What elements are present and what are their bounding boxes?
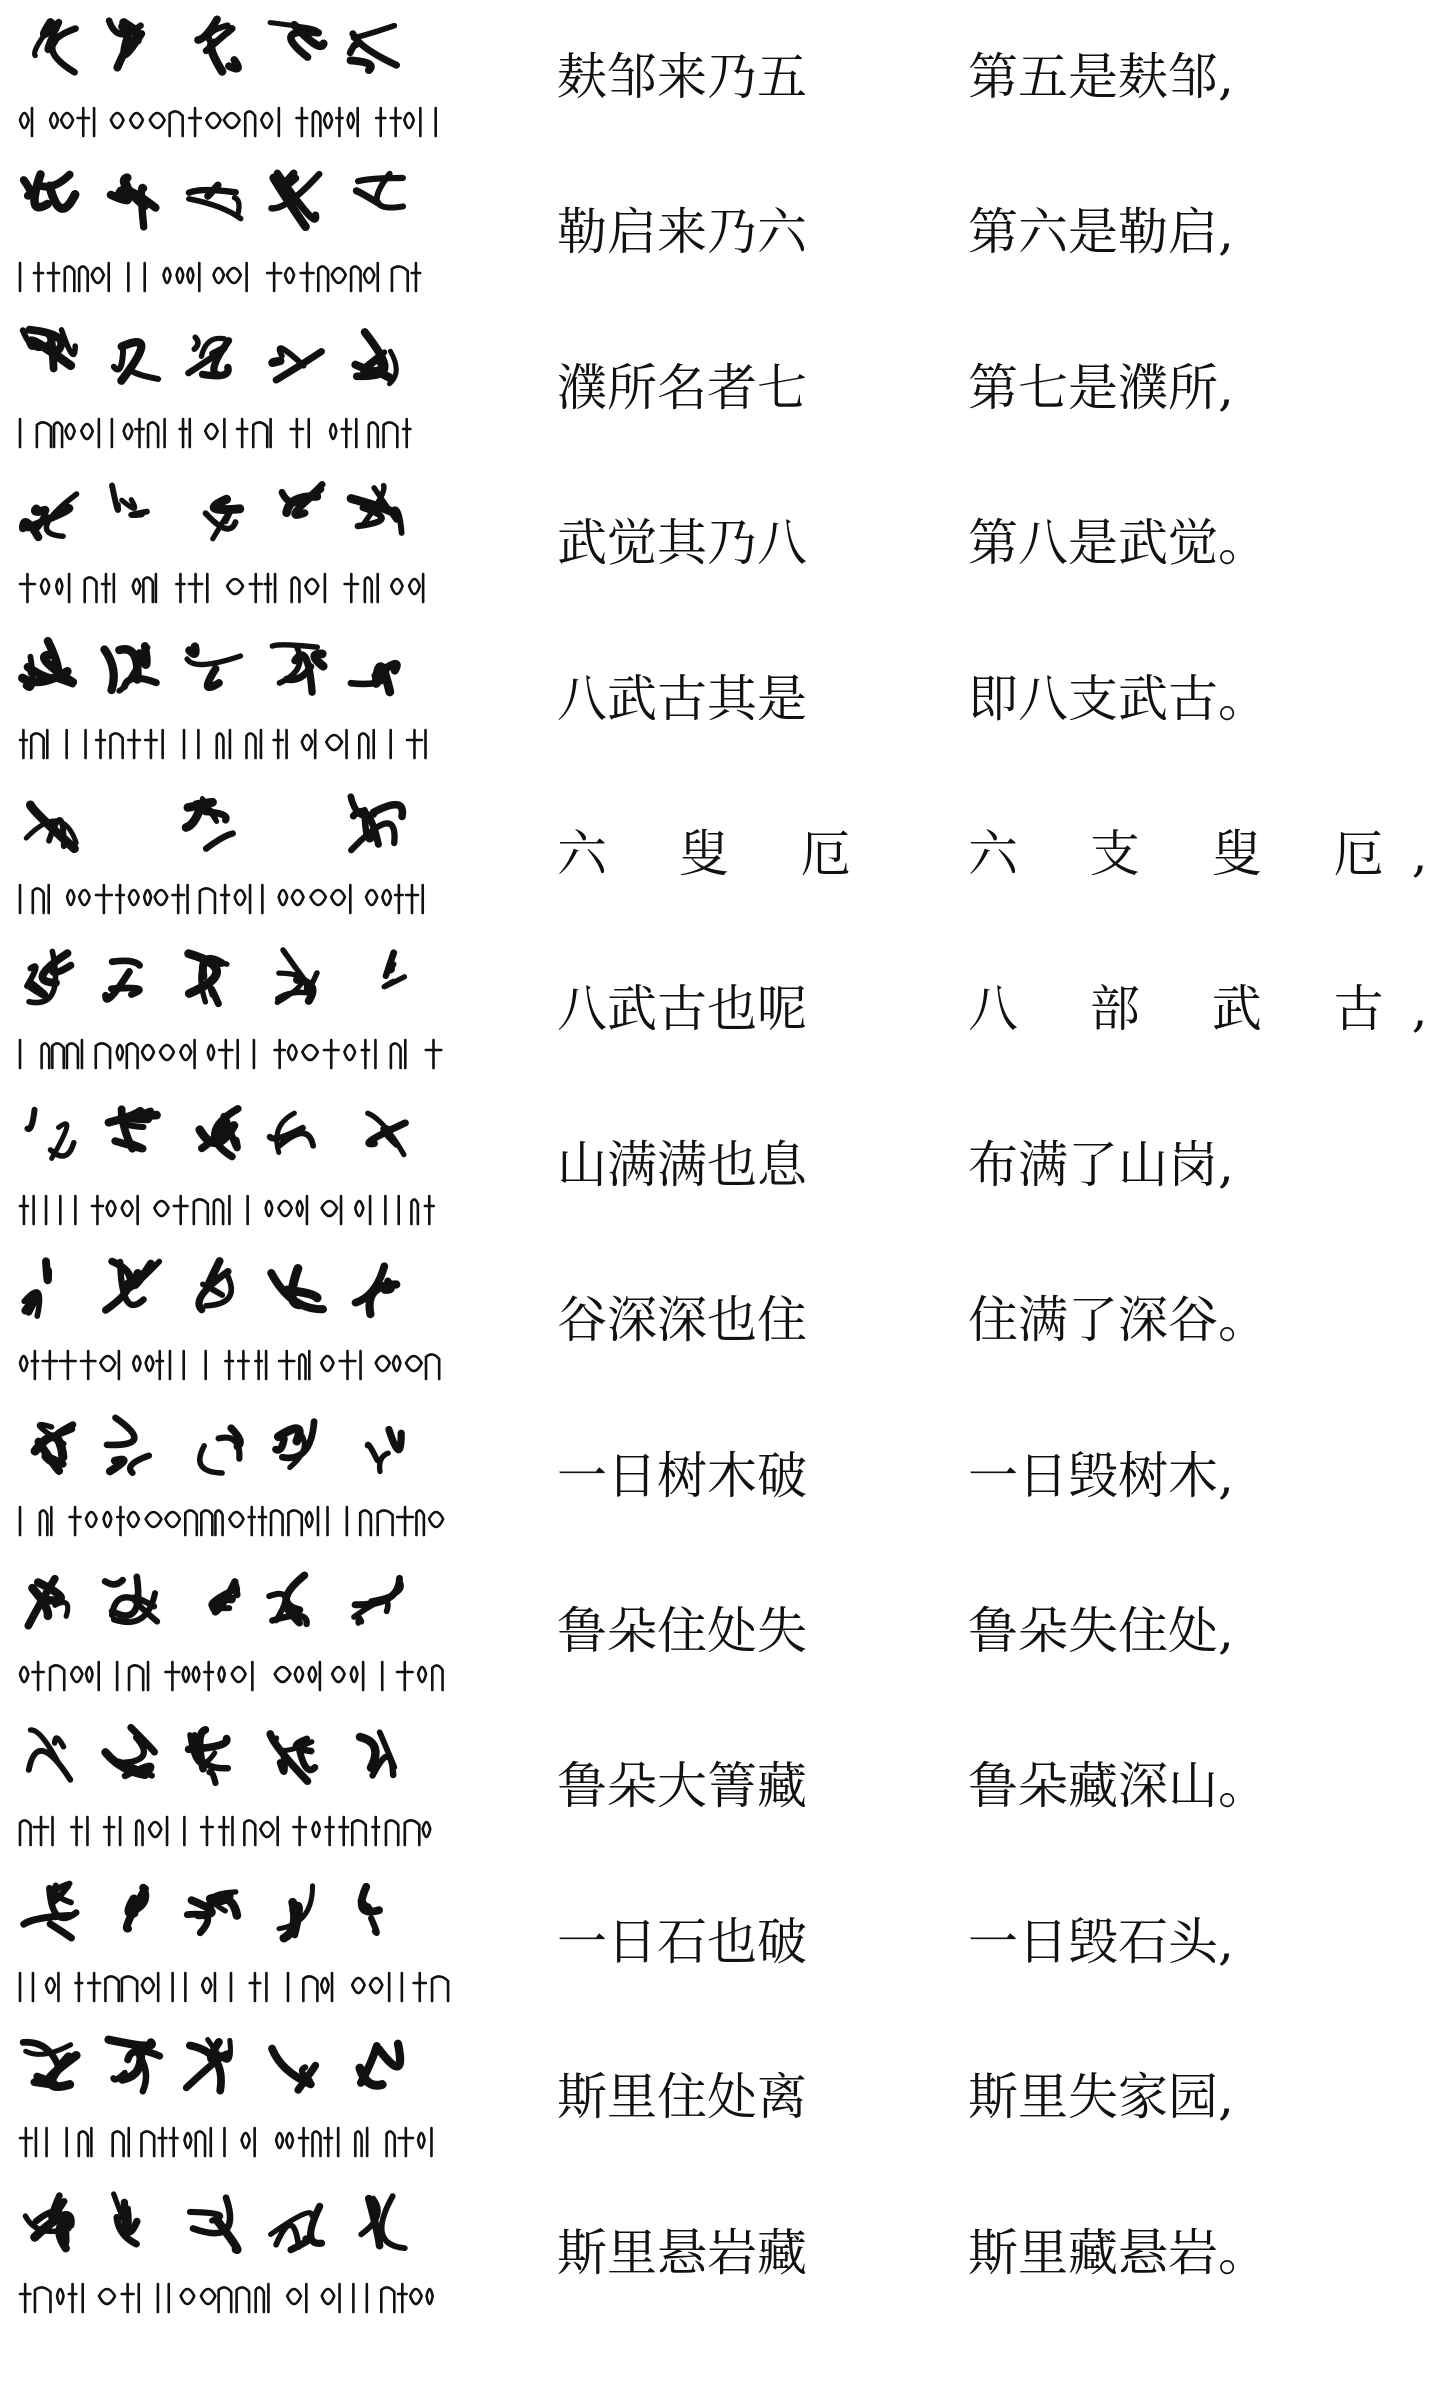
yi-glyph <box>16 944 88 1016</box>
verse-row-7 <box>0 934 1456 1094</box>
verse-row-12 <box>0 1711 1385 1871</box>
yi-glyph-line <box>16 783 446 867</box>
yi-glyph <box>344 789 416 861</box>
yi-glyph-line <box>16 161 446 245</box>
yi-glyph <box>16 1411 88 1483</box>
yi-glyph <box>344 478 416 550</box>
yi-glyph <box>262 1566 334 1638</box>
yi-glyph-line <box>16 317 446 401</box>
yi-glyph <box>262 2188 334 2260</box>
yi-glyph <box>16 634 88 706</box>
yi-script-column <box>16 1405 446 1555</box>
yi-glyph <box>344 1721 416 1793</box>
yi-glyph <box>180 789 252 861</box>
free-translation: 鲁朵藏深山。 <box>968 1757 1268 1816</box>
yi-glyph-line <box>16 1094 446 1178</box>
verse-row-4 <box>0 468 1385 628</box>
yi-glyph <box>98 2188 170 2260</box>
free-translation: 第八是武觉。 <box>968 514 1268 573</box>
yi-glyph <box>344 1255 416 1327</box>
yi-script-column <box>16 783 446 933</box>
literal-translation: 鲁朵住处失 <box>557 1602 807 1660</box>
yi-script-column <box>16 1560 446 1710</box>
yi-glyph <box>180 1877 252 1949</box>
phonetic-transcription-line <box>16 1186 446 1230</box>
yi-glyph <box>262 1255 334 1327</box>
yi-glyph <box>180 1411 252 1483</box>
yi-glyph <box>180 1255 252 1327</box>
yi-script-column <box>16 472 446 622</box>
yi-script-column <box>16 1715 446 1865</box>
free-translation: 住满了深谷。 <box>968 1291 1268 1350</box>
verse-row-3 <box>0 313 1385 473</box>
yi-glyph-line <box>16 628 446 712</box>
yi-glyph <box>16 1566 88 1638</box>
yi-script-column <box>16 161 446 311</box>
yi-glyph <box>16 1100 88 1172</box>
literal-translation: 山满满也息 <box>557 1135 807 1194</box>
phonetic-transcription-line <box>16 1807 446 1851</box>
literal-translation: 濮所名者七 <box>557 358 807 417</box>
yi-glyph <box>16 1721 88 1793</box>
yi-glyph <box>344 634 416 706</box>
yi-glyph-line <box>16 1715 446 1799</box>
literal-translation: 六 叟 厄 <box>557 825 879 883</box>
phonetic-transcription-line <box>16 2274 446 2318</box>
yi-script-column <box>16 1249 446 1399</box>
yi-glyph <box>98 167 170 239</box>
literal-translation: 斯里悬岩藏 <box>557 2223 807 2282</box>
literal-translation: 斯里住处离 <box>557 2068 807 2127</box>
yi-glyph-line <box>16 1871 446 1955</box>
yi-glyph-line <box>16 472 446 556</box>
yi-glyph <box>262 634 334 706</box>
yi-glyph <box>98 1411 170 1483</box>
yi-glyph <box>180 634 252 706</box>
yi-glyph <box>344 1100 416 1172</box>
literal-translation: 一日树木破 <box>557 1446 807 1505</box>
phonetic-transcription-line <box>16 1030 446 1074</box>
yi-glyph <box>98 2032 170 2104</box>
phonetic-transcription-line <box>16 1652 446 1696</box>
literal-translation: 谷深深也住 <box>557 1291 807 1350</box>
yi-glyph <box>344 1566 416 1638</box>
yi-glyph-line <box>16 1405 446 1489</box>
verse-row-8 <box>0 1090 1385 1250</box>
yi-glyph <box>262 1411 334 1483</box>
yi-glyph <box>180 12 252 84</box>
yi-glyph <box>344 12 416 84</box>
phonetic-transcription-line <box>16 253 446 297</box>
yi-glyph <box>344 323 416 395</box>
yi-glyph <box>180 167 252 239</box>
free-translation: 六 支 叟 厄, <box>968 825 1456 883</box>
yi-script-column <box>16 2182 446 2332</box>
verse-row-9 <box>0 1245 1385 1405</box>
yi-glyph <box>180 1566 252 1638</box>
yi-glyph <box>344 167 416 239</box>
literal-translation: 麸邹来乃五 <box>557 48 807 106</box>
phonetic-transcription-line <box>16 2118 446 2162</box>
yi-glyph <box>262 1877 334 1949</box>
yi-glyph <box>98 1100 170 1172</box>
yi-glyph <box>16 478 88 550</box>
free-translation: 斯里失家园, <box>968 2068 1234 2127</box>
yi-glyph <box>262 478 334 550</box>
yi-glyph <box>16 323 88 395</box>
yi-glyph <box>180 478 252 550</box>
phonetic-transcription-line <box>16 409 446 453</box>
phonetic-transcription-line <box>16 875 446 919</box>
phonetic-transcription-line <box>16 1341 446 1385</box>
verse-row-11 <box>0 1556 1385 1716</box>
free-translation: 第六是勒启, <box>968 203 1234 262</box>
free-translation: 布满了山岗, <box>968 1135 1234 1194</box>
yi-glyph-line <box>16 2026 446 2110</box>
phonetic-transcription-line <box>16 720 446 764</box>
yi-glyph <box>180 944 252 1016</box>
phonetic-transcription-line <box>16 1497 446 1541</box>
yi-script-column <box>16 317 446 467</box>
verse-row-15 <box>0 2178 1385 2338</box>
free-translation: 八 部 武 古, <box>968 980 1456 1039</box>
verse-row-10 <box>0 1401 1385 1561</box>
yi-script-column <box>16 2026 446 2176</box>
yi-glyph <box>16 1255 88 1327</box>
verse-row-13 <box>0 1867 1385 2027</box>
yi-script-column <box>16 1871 446 2021</box>
yi-glyph <box>16 789 88 861</box>
free-translation: 第五是麸邹, <box>968 48 1234 106</box>
yi-glyph <box>16 1877 88 1949</box>
yi-glyph <box>16 2188 88 2260</box>
yi-script-column <box>16 628 446 778</box>
verse-row-14 <box>0 2022 1385 2182</box>
yi-glyph <box>180 323 252 395</box>
yi-glyph <box>98 1721 170 1793</box>
yi-glyph <box>98 1566 170 1638</box>
verse-row-2 <box>0 157 1385 317</box>
literal-translation: 一日石也破 <box>557 1912 807 1971</box>
yi-glyph <box>180 1721 252 1793</box>
phonetic-transcription-line <box>16 1963 446 2007</box>
literal-translation: 八武古也呢 <box>557 980 807 1039</box>
literal-translation: 勒启来乃六 <box>557 203 807 262</box>
yi-script-column <box>16 938 446 1088</box>
yi-glyph <box>344 2188 416 2260</box>
literal-translation: 鲁朵大箐藏 <box>557 1757 807 1816</box>
yi-glyph-line <box>16 2182 446 2266</box>
yi-glyph <box>98 634 170 706</box>
yi-glyph-line <box>16 1560 446 1644</box>
yi-glyph <box>98 12 170 84</box>
yi-glyph <box>98 323 170 395</box>
yi-glyph <box>344 1411 416 1483</box>
yi-glyph <box>262 1100 334 1172</box>
phonetic-transcription-line <box>16 98 446 142</box>
yi-script-column <box>16 6 446 156</box>
yi-glyph <box>16 12 88 84</box>
yi-glyph <box>180 1100 252 1172</box>
yi-glyph <box>180 2188 252 2260</box>
free-translation: 鲁朵失住处, <box>968 1602 1234 1660</box>
yi-glyph <box>180 2032 252 2104</box>
yi-glyph <box>344 2032 416 2104</box>
yi-script-column <box>16 1094 446 1244</box>
yi-glyph <box>344 1877 416 1949</box>
yi-glyph <box>16 2032 88 2104</box>
free-translation: 一日毁石头, <box>968 1912 1234 1971</box>
yi-glyph <box>262 944 334 1016</box>
yi-glyph <box>98 944 170 1016</box>
free-translation: 一日毁树木, <box>968 1446 1234 1505</box>
free-translation: 斯里藏悬岩。 <box>968 2223 1268 2282</box>
yi-glyph-line <box>16 1249 446 1333</box>
yi-glyph <box>262 167 334 239</box>
yi-glyph <box>262 1721 334 1793</box>
yi-glyph <box>16 167 88 239</box>
free-translation: 即八支武古。 <box>968 669 1268 728</box>
verse-row-1 <box>0 2 1385 162</box>
verse-row-6 <box>0 779 1456 939</box>
phonetic-transcription-line <box>16 564 446 608</box>
yi-glyph <box>262 2032 334 2104</box>
yi-glyph <box>98 1877 170 1949</box>
yi-glyph <box>262 323 334 395</box>
free-translation: 第七是濮所, <box>968 358 1234 417</box>
yi-glyph <box>344 944 416 1016</box>
yi-glyph-line <box>16 938 446 1022</box>
literal-translation: 武觉其乃八 <box>557 514 807 573</box>
yi-glyph <box>98 1255 170 1327</box>
literal-translation: 八武古其是 <box>557 669 807 728</box>
verse-row-5 <box>0 624 1385 784</box>
yi-glyph <box>98 478 170 550</box>
yi-glyph-line <box>16 6 446 90</box>
yi-glyph <box>262 12 334 84</box>
